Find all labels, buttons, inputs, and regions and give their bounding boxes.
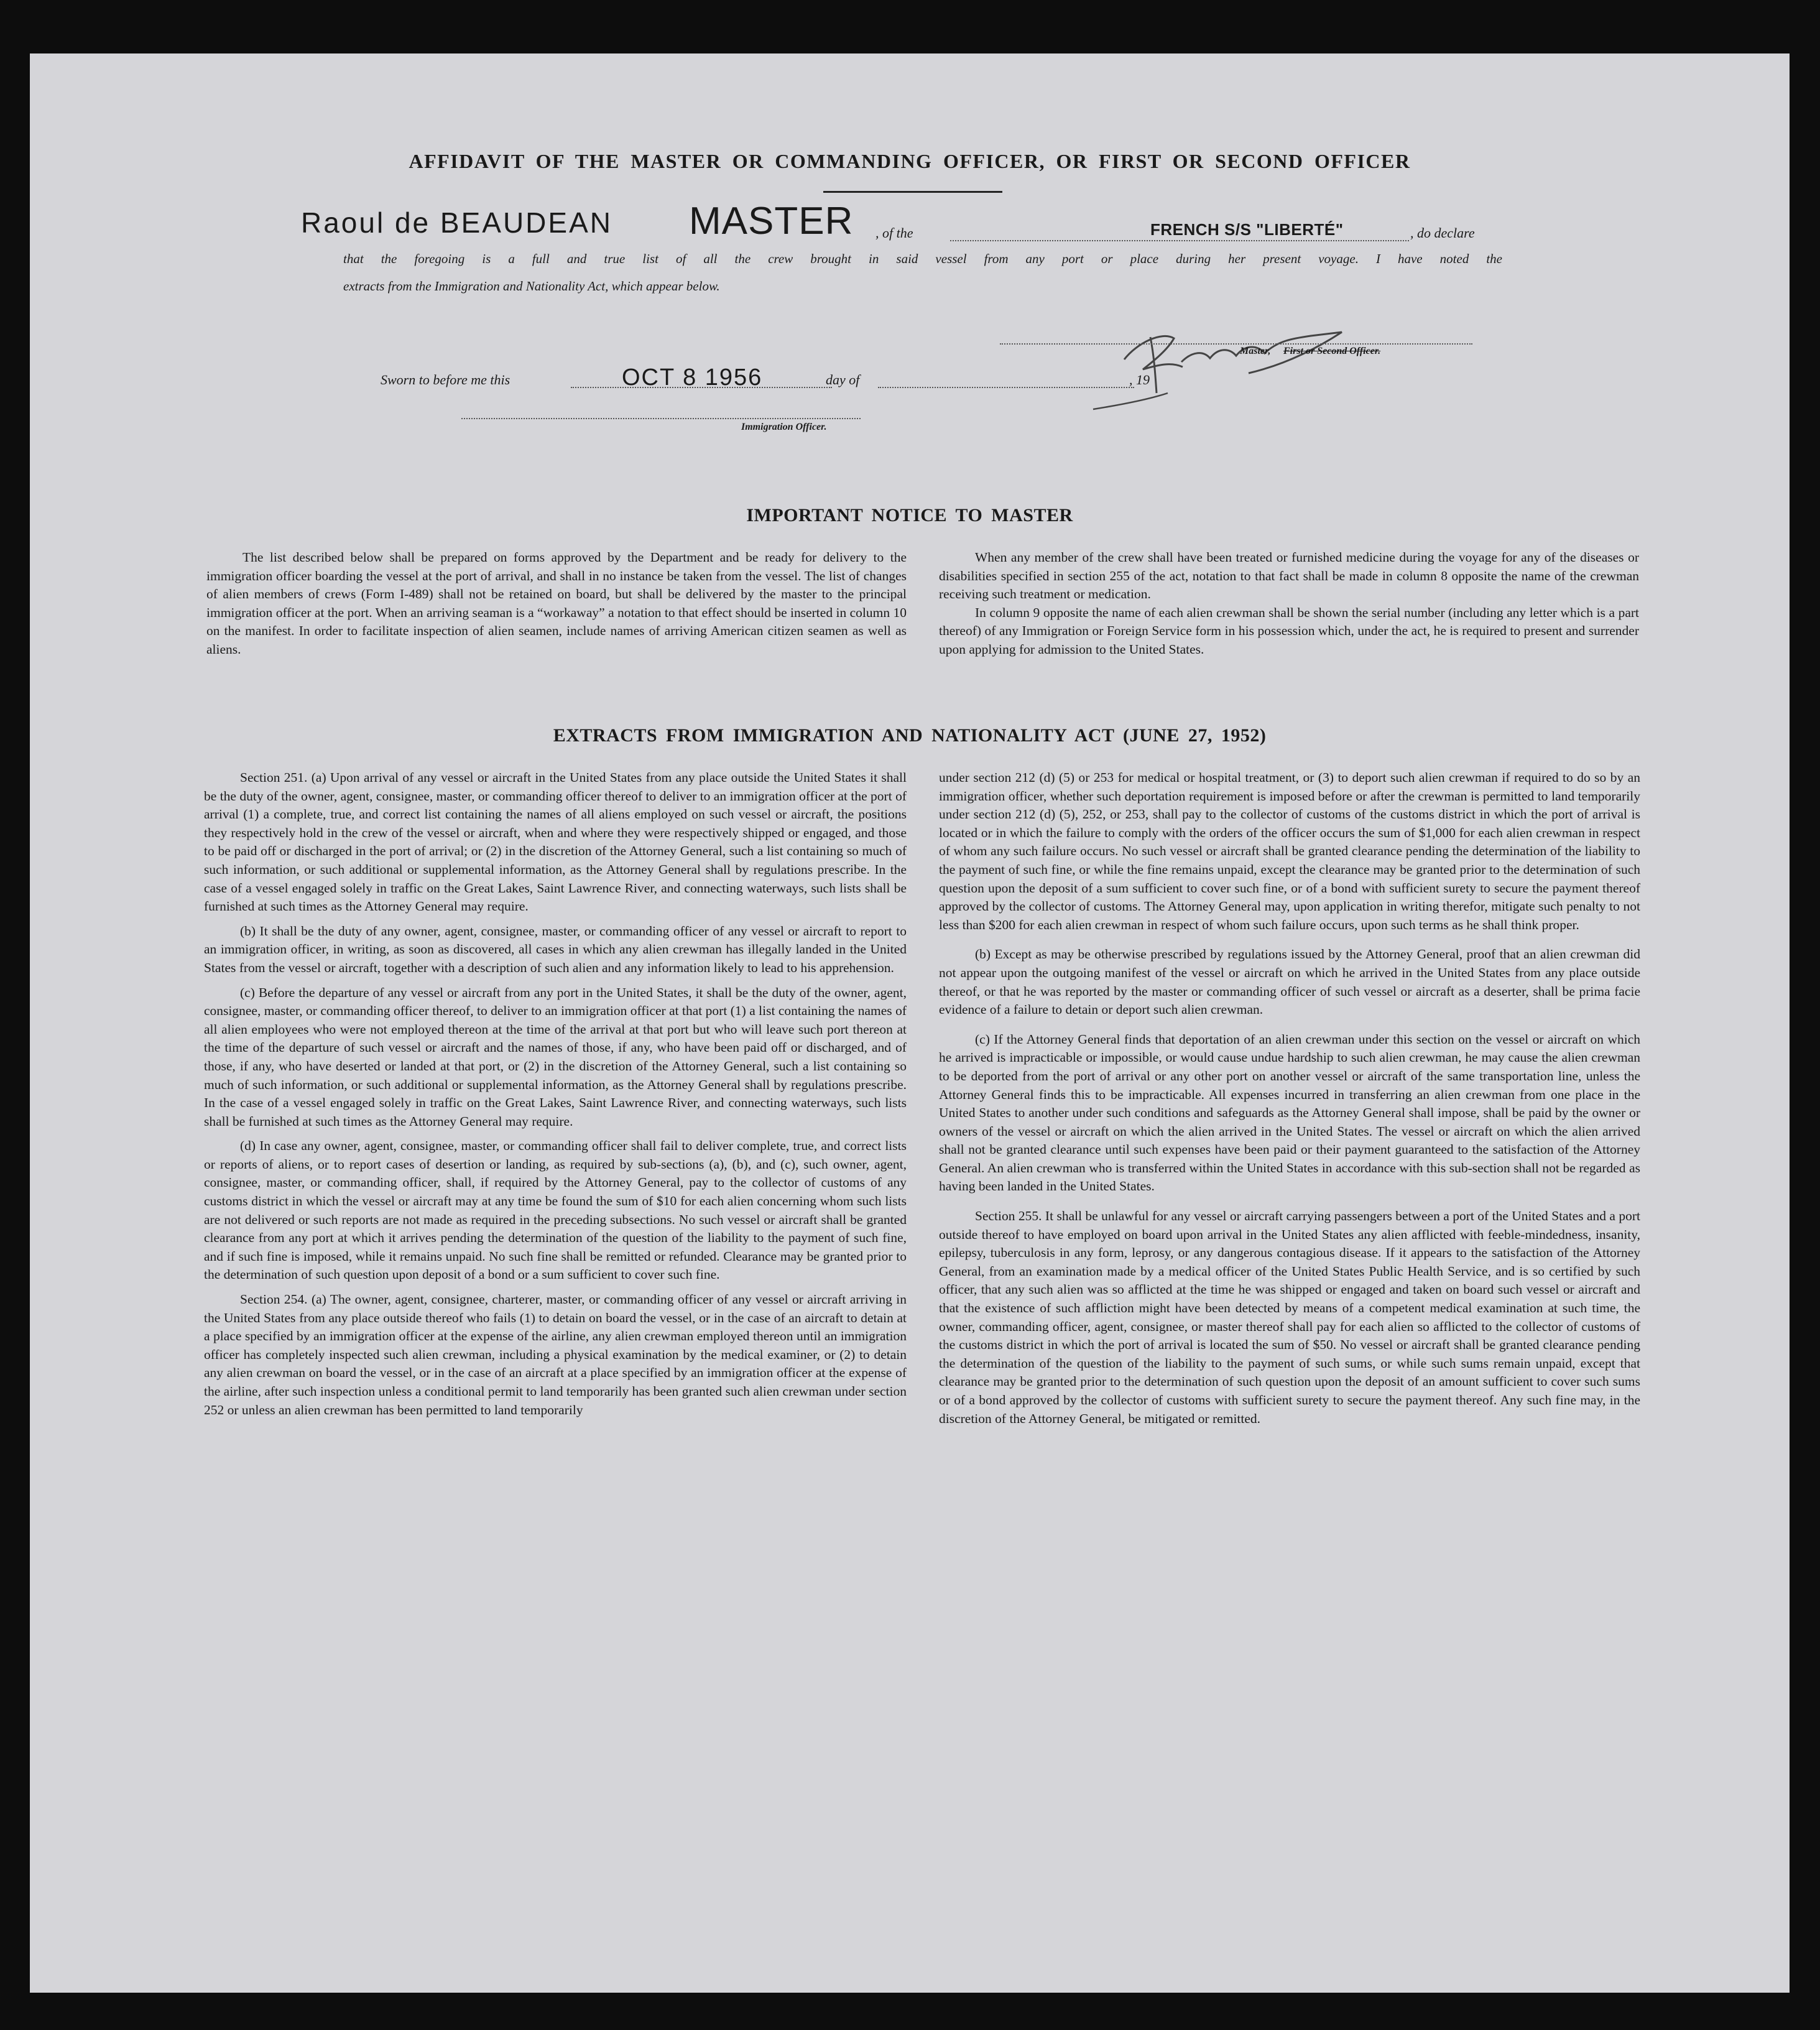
do-declare-label: , do declare bbox=[1410, 225, 1475, 241]
section-255: Section 255. It shall be unlawful for any vessel or aircraft carrying passengers between a port of the United States and a port outside thereof to have employed on board upon arrival in the United States any alien afflicted with feeble-mindedness, insanity, epilepsy, tuberculosis in any form, leprosy, or any dangerous contagious disease. If it appears to the satisfaction of the Attorney General, from an examination made by a medical officer of the United States Public Health Service, and is so certified by such officer, that any such alien was so afflicted at the time he was shipped or engaged and taken on board such vessel or aircraft and that the existence of such affliction might have been detected by means of a competent medical examination at such time, the owner, commanding officer, agent, consignee, or master thereof shall pay for each alien so afflicted to the collector of customs of the customs district in which the port of arrival is located the sum of $50. No vessel or aircraft shall be granted clearance pending the determination of the question of the liability to the payment of such sums, or while such sums remain unpaid, except that clearance may be granted prior to the determination of such question upon the deposit of an amount sufficient to cover such sums or of a bond approved by the collector of customs with sufficient surety to secure the payment thereof. Any such fine may, in the discretion of the Attorney General, be mitigated or remitted. bbox=[939, 1208, 1640, 1426]
affidavit-page bbox=[30, 53, 1790, 1993]
vessel-name: FRENCH S/S "LIBERTÉ" bbox=[1150, 220, 1344, 239]
affidavit-title: AFFIDAVIT OF THE MASTER OR COMMANDING OFFICER, OR FIRST OR SECOND OFFICER bbox=[409, 150, 1411, 172]
title-rule bbox=[823, 191, 1002, 193]
struck-officer-caption: First or Second Officer. bbox=[1283, 346, 1381, 356]
notice-heading: IMPORTANT NOTICE TO MASTER bbox=[746, 505, 1073, 526]
signature-line bbox=[1000, 343, 1472, 345]
section-254a: Section 254. (a) The owner, agent, consignee, charterer, master, or commanding officer of any vessel or aircraft arriving in the United States from any place outside thereof who fails (1) to detain on board the vessel, or in the case of an aircraft to detain at a place specified by an immigration officer at the expense of the airline, any alien crewman employed thereon until an immigration officer has completely inspected such alien crewman, including a physical examination by the medical examiner, or (2) to detain any alien crewman on board the vessel, or in the case of an aircraft at a place specified by an immigration officer at the expense of the airline, after such inspection unless a conditional permit to land temporarily has been granted such alien crewman under section 252 or unless an alien crewman has been permitted to land temporarily bbox=[204, 1292, 907, 1417]
sworn-date: OCT 8 1956 bbox=[622, 364, 763, 391]
section-251c: (c) Before the departure of any vessel or aircraft from any port in the United States, it shall be the duty of the owner, agent, consignee, master, or commanding officer thereof, to deliver to an immigration officer at that port (1) a list containing the names of all alien employees who were not employed thereon at the time of the arrival at that port but who will leave such port thereon at the time of the departure of such vessel or aircraft and the names of those, if any, who have been paid off or discharged, and of those, if any, who have deserted or landed at that port, or (2) in the discretion of the Attorney General, such a list containing so much of such information, or such additional or supplemental information, as the Attorney General shall by regulations prescribe. In the case of a vessel engaged solely in traffic on the Great Lakes, Saint Lawrence River, and connecting waterways, such lists shall be furnished at such times as the Attorney General may require. bbox=[204, 985, 907, 1129]
notice-right-paragraph-2: In column 9 opposite the name of each alien crewman shall be shown the serial number (including any letter which is a part thereof) of any Immigration or Foreign Service form in his possession which, under the act, he is required to present and surrender upon applying for admission to the United States. bbox=[939, 605, 1639, 657]
extracts-left-column bbox=[204, 769, 907, 1425]
month-field-line bbox=[878, 387, 1134, 388]
immigration-officer-line bbox=[461, 418, 861, 419]
of-the-label: , of the bbox=[875, 225, 913, 241]
immigration-officer-caption: Immigration Officer. bbox=[741, 422, 827, 432]
extracts-heading: EXTRACTS FROM IMMIGRATION AND NATIONALITY ACT (JUNE 27, 1952) bbox=[553, 725, 1267, 746]
declaration-line-2: extracts from the Immigration and Nationality Act, which appear below. bbox=[343, 279, 720, 294]
section-251d: (d) In case any owner, agent, consignee, master, or commanding officer shall fail to deliver complete, true, and correct lists or reports of aliens, or to report cases of desertion or landing, as required by sub-sections (a), (b), and (c), such owner, agent, consignee, master, or commanding officer, shall, if required by the Attorney General, pay to the collector of customs of any customs district in which the vessel or aircraft may at any time be found the sum of $10 for each alien concerning whom such lists are not delivered or such reports are not made as required in the preceding subsections. No such vessel or aircraft shall be granted clearance from any port at which it arrives pending the determination of the question of the liability to the payment of such fine, and if such fine is imposed, while it remains unpaid. No such fine shall be remitted or refunded. Clearance may be granted prior to the determination of such question upon deposit of a bond or a sum sufficient to cover such fine. bbox=[204, 1138, 907, 1282]
master-caption: Master, bbox=[1240, 346, 1271, 356]
section-254b: (b) Except as may be otherwise prescribed by regulations issued by the Attorney General, proof that an alien crewman did not appear upon the outgoing manifest of the vessel or aircraft on which he arrived in the United States from any place outside thereof, or that he was reported by the master or commanding officer of such vessel or aircraft as a deserter, shall be prima facie evidence of a failure to detain or deport such alien crewman. bbox=[939, 947, 1640, 1017]
vessel-field-line bbox=[950, 240, 1409, 241]
notice-left-paragraph: The list described below shall be prepared on forms approved by the Department and be ready for delivery to the immigration officer boarding the vessel at the port of arrival, and shall in no instance be taken from the vessel. The list of changes of alien members of crews (Form I-489) shall not be retained on board, but shall be delivered by the master to the principal immigration officer at the port. When an arriving seaman is a “workaway” a notation to that effect should be inserted in column 10 on the manifest. In order to facilitate inspection of alien seamen, include names of arriving American citizen seamen as well as aliens. bbox=[206, 550, 907, 657]
notice-left-column bbox=[206, 549, 907, 659]
sworn-label: Sworn to before me this bbox=[381, 372, 510, 387]
declaration-line-1: that the foregoing is a full and true list of all the crew brought in said vessel from any port or place during her present voyage. I have noted the bbox=[343, 251, 1502, 266]
notice-right-column bbox=[939, 549, 1639, 659]
year-prefix: , 19 bbox=[1129, 372, 1150, 387]
section-254a-continuation: under section 212 (d) (5) or 253 for medical or hospital treatment, or (3) to deport such alien crewman if required to do so by an immigration officer, whether such deportation requirement is imposed before or after the crewman is permitted to land temporarily under section 212 (d) (5), 252, or 253, shall pay to the collector of customs of the customs district in which the port of arrival is located or in which the failure to comply with the orders of the officer occurs the sum of $1,000 for each alien crewman in respect of whom any such failure occurs. No such vessel or aircraft shall be granted clearance pending the determination of the liability to the payment of such fine, or while the fine remains unpaid, except the clearance may be granted prior to the determination of such question upon the deposit of a sum sufficient to cover such fine, or of a bond with sufficient surety to secure the payment thereof approved by the collector of customs. The Attorney General may, upon application in writing therefor, mitigate such penalty to not less than $200 for each alien crewman in respect of whom such failure occurs, upon such terms as he shall think proper. bbox=[939, 770, 1640, 932]
day-of-label: day of bbox=[826, 372, 860, 387]
notice-right-paragraph-1: When any member of the crew shall have been treated or furnished medicine during the voyage for any of the diseases or disabilities specified in section 255 of the act, notation to that fact shall be made in column 8 opposite the name of the crewman receiving such treatment or medication. bbox=[939, 550, 1639, 602]
section-251a: Section 251. (a) Upon arrival of any vessel or aircraft in the United States from any place outside the United States it shall be the duty of the owner, agent, consignee, master, or commanding officer thereof to deliver to an immigration officer at the port of arrival (1) a complete, true, and correct list containing the names of all aliens employed on such vessel or aircraft, the positions they respectively hold in the crew of the vessel or aircraft, when and where they were respectively shipped or engaged, and those to be paid off or discharged in the port of arrival; or (2) in the discretion of the Attorney General, such a list containing so much of such information, or such additional or supplemental information, as the Attorney General shall by regulations prescribe. In the case of a vessel engaged solely in traffic on the Great Lakes, Saint Lawrence River, and connecting waterways, such lists shall be furnished at such times as the Attorney General may require. bbox=[204, 770, 907, 914]
section-254c: (c) If the Attorney General finds that deportation of an alien crewman under this section on the vessel or aircraft on which he arrived is impracticable or impossible, or would cause undue hardship to such alien crewman, he may cause the alien crewman to be deported from the port of arrival or any other port on another vessel or aircraft of the same transportation line, unless the Attorney General finds this to be impracticable. All expenses incurred in transferring an alien crewman from one place in the United States to another under such conditions and safeguards as the Attorney General shall impose, shall be paid by the owner or owners of the vessel or aircraft on which the alien arrived in the United States. The vessel or aircraft on which the alien arrived shall not be granted clearance until such expenses have been paid or their payment guaranteed to the satisfaction of the Attorney General. An alien crewman who is transferred within the United States in accordance with this sub-section shall not be regarded as having been landed in the United States. bbox=[939, 1031, 1640, 1194]
extracts-right-column bbox=[939, 769, 1640, 1434]
master-rank: MASTER bbox=[689, 200, 854, 243]
section-251b: (b) It shall be the duty of any owner, agent, consignee, master, or commanding officer of any vessel or aircraft to report to an immigration officer, in writing, as soon as discovered, all cases in which any alien crewman has illegally landed in the United States from the vessel or aircraft, together with a description of such alien and any information likely to lead to his apprehension. bbox=[204, 923, 907, 975]
master-name: Raoul de BEAUDEAN bbox=[301, 206, 612, 239]
